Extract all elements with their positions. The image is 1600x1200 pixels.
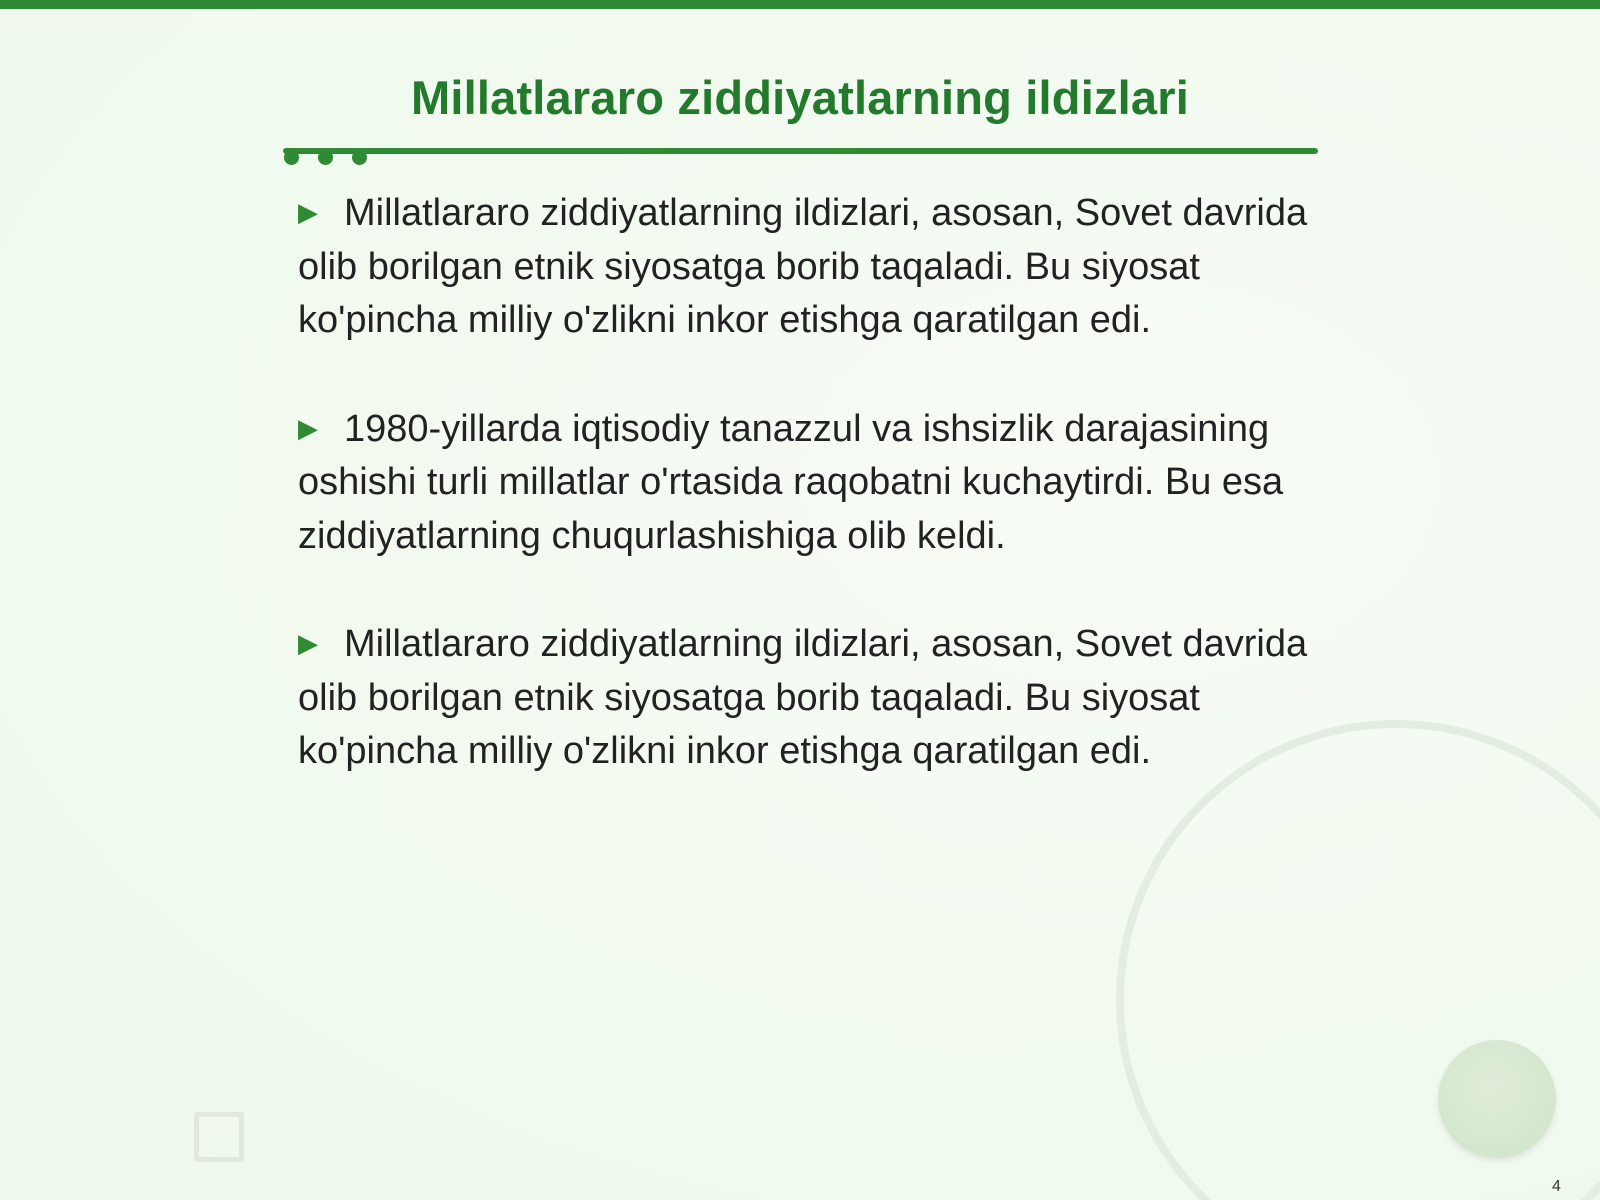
paragraph-text: Millatlararo ziddiyatlarning ildizlari, asosan, Sovet davrida olib borilgan etnik siyosatga borib taqaladi. Bu siyosat ko'pincha milliy o'zlikni inkor etishga qaratilgan edi. <box>298 623 1308 772</box>
green-triangle-bullet-icon: ▶ <box>298 628 318 658</box>
paragraph-text: 1980-yillarda iqtisodiy tanazzul va ishsizlik darajasining oshishi turli millatlar o'rtasida raqobatni kuchaytirdi. Bu esa ziddiyatlarning chuqurlashishiga olib keldi. <box>298 407 1284 557</box>
decorative-dot-1 <box>284 150 299 165</box>
decorative-dot-3 <box>352 150 367 165</box>
decorative-dot-2 <box>318 150 333 165</box>
paragraph-2 <box>298 402 1308 564</box>
green-triangle-bullet-icon: ▶ <box>298 197 318 227</box>
green-triangle-bullet-icon: ▶ <box>298 412 318 443</box>
top-accent-bar <box>0 0 1600 9</box>
paragraph-3 <box>298 617 1308 779</box>
slide-title: Millatlararo ziddiyatlarning ildizlari <box>410 71 1190 124</box>
title-underline <box>283 148 1318 154</box>
page-number: 4 <box>1552 1178 1561 1195</box>
paragraph-1 <box>298 186 1308 348</box>
decorative-square <box>194 1112 244 1162</box>
paragraph-text: Millatlararo ziddiyatlarning ildizlari, asosan, Sovet davrida olib borilgan etnik siyosatga borib taqaladi. Bu siyosat ko'pincha milliy o'zlikni inkor etishga qaratilgan edi. <box>298 192 1308 341</box>
decorative-circle <box>1438 1040 1556 1158</box>
slide-content <box>298 186 1308 833</box>
